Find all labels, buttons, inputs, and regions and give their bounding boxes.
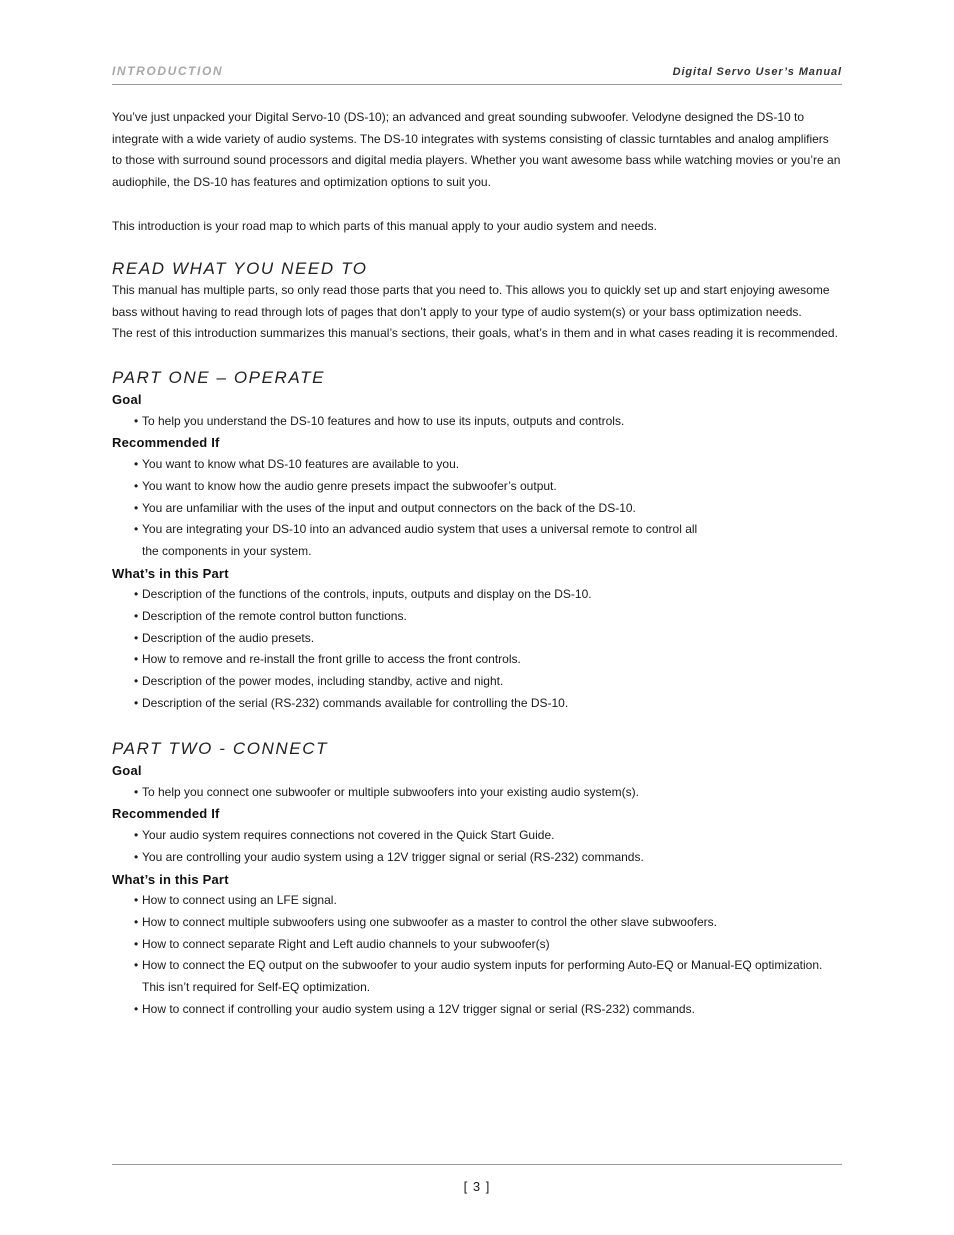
list-item: • Description of the power modes, including standby, active and night. — [134, 671, 842, 693]
list-item: • How to connect separate Right and Left audio channels to your subwoofer(s) — [134, 934, 842, 956]
part-one-recommended-list — [112, 454, 842, 563]
read-section — [112, 258, 842, 345]
read-section-title: READ WHAT YOU NEED TO — [112, 259, 368, 278]
manual-title: Digital Servo User’s Manual — [672, 66, 842, 78]
part-two-goal-heading: Goal — [112, 763, 142, 778]
part-two-whats-list — [112, 890, 842, 1020]
list-item: • Your audio system requires connections not covered in the Quick Start Guide. — [134, 825, 842, 847]
list-item: • You are integrating your DS-10 into an advanced audio system that uses a universal remote to control all the components in your system. — [134, 519, 702, 562]
part-two-recommended-list — [112, 825, 842, 868]
list-item: • How to connect the EQ output on the subwoofer to your audio system inputs for performing Auto-EQ or Manual-EQ optimization. This isn’t required for Self-EQ optimization. — [134, 955, 842, 998]
part-one-whats-heading: What’s in this Part — [112, 565, 229, 581]
list-item: • How to connect if controlling your audio system using a 12V trigger signal or serial (RS-232) commands. — [134, 999, 842, 1021]
list-item: • How to remove and re-install the front grille to access the front controls. — [134, 649, 842, 671]
page-header — [112, 64, 842, 85]
part-two-section — [112, 738, 842, 1020]
list-item: • You are controlling your audio system using a 12V trigger signal or serial (RS-232) commands. — [134, 847, 842, 869]
footer-divider — [112, 1164, 842, 1165]
list-item: • Description of the remote control button functions. — [134, 606, 842, 628]
part-one-recommended-heading: Recommended If — [112, 435, 220, 451]
part-two-whats-heading: What’s in this Part — [112, 871, 229, 887]
part-two-recommended-heading: Recommended If — [112, 806, 220, 822]
part-two-title: PART TWO - CONNECT — [112, 739, 329, 758]
list-item: • Description of the audio presets. — [134, 628, 842, 650]
list-item: • You are unfamiliar with the uses of the input and output connectors on the back of the DS-10. — [134, 498, 842, 520]
read-paragraph-1: This manual has multiple parts, so only read those parts that you need to. This allows you to quickly set up and start enjoying awesome bass without having to read through lots of pages that don’t apply to your type of audio system(s) or your bass optimization needs. — [112, 283, 830, 319]
page-number: [ 3 ] — [463, 1179, 491, 1194]
part-two-goal-list — [112, 782, 842, 804]
list-item: • How to connect using an LFE signal. — [134, 890, 842, 912]
part-one-whats-list — [112, 584, 842, 714]
list-item: • Description of the functions of the controls, inputs, outputs and display on the DS-10. — [134, 584, 842, 606]
intro-paragraph-1: You’ve just unpacked your Digital Servo-10 (DS-10); an advanced and great sounding subwoofer. Velodyne designed the DS-10 to integrate with a wide variety of audio systems. The DS-10 integrates with systems consisting of classic turntables and analog amplifiers to those with surround sound processors and digital media players. Whether you want awesome bass while watching movies or you’re an audiophile, the DS-10 has features and optimization options to suit you. — [112, 110, 841, 190]
intro-paragraph-2: This introduction is your road map to which parts of this manual apply to your audio system and needs. — [112, 219, 657, 233]
part-one-section — [112, 367, 842, 715]
list-item: • Description of the serial (RS-232) commands available for controlling the DS-10. — [134, 693, 842, 715]
read-paragraph-2: The rest of this introduction summarizes this manual’s sections, their goals, what’s in them and in what cases reading it is recommended. — [112, 326, 838, 341]
list-item: • To help you connect one subwoofer or multiple subwoofers into your existing audio system(s). — [134, 782, 842, 804]
part-one-title: PART ONE – OPERATE — [112, 368, 326, 387]
list-item: • You want to know what DS-10 features are available to you. — [134, 454, 842, 476]
list-item: • To help you understand the DS-10 features and how to use its inputs, outputs and controls. — [134, 411, 842, 433]
list-item: • How to connect multiple subwoofers using one subwoofer as a master to control the other slave subwoofers. — [134, 912, 842, 934]
list-item: • You want to know how the audio genre presets impact the subwoofer’s output. — [134, 476, 842, 498]
section-label: INTRODUCTION — [112, 64, 224, 78]
part-one-goal-list — [112, 411, 842, 433]
part-one-goal-heading: Goal — [112, 392, 142, 407]
